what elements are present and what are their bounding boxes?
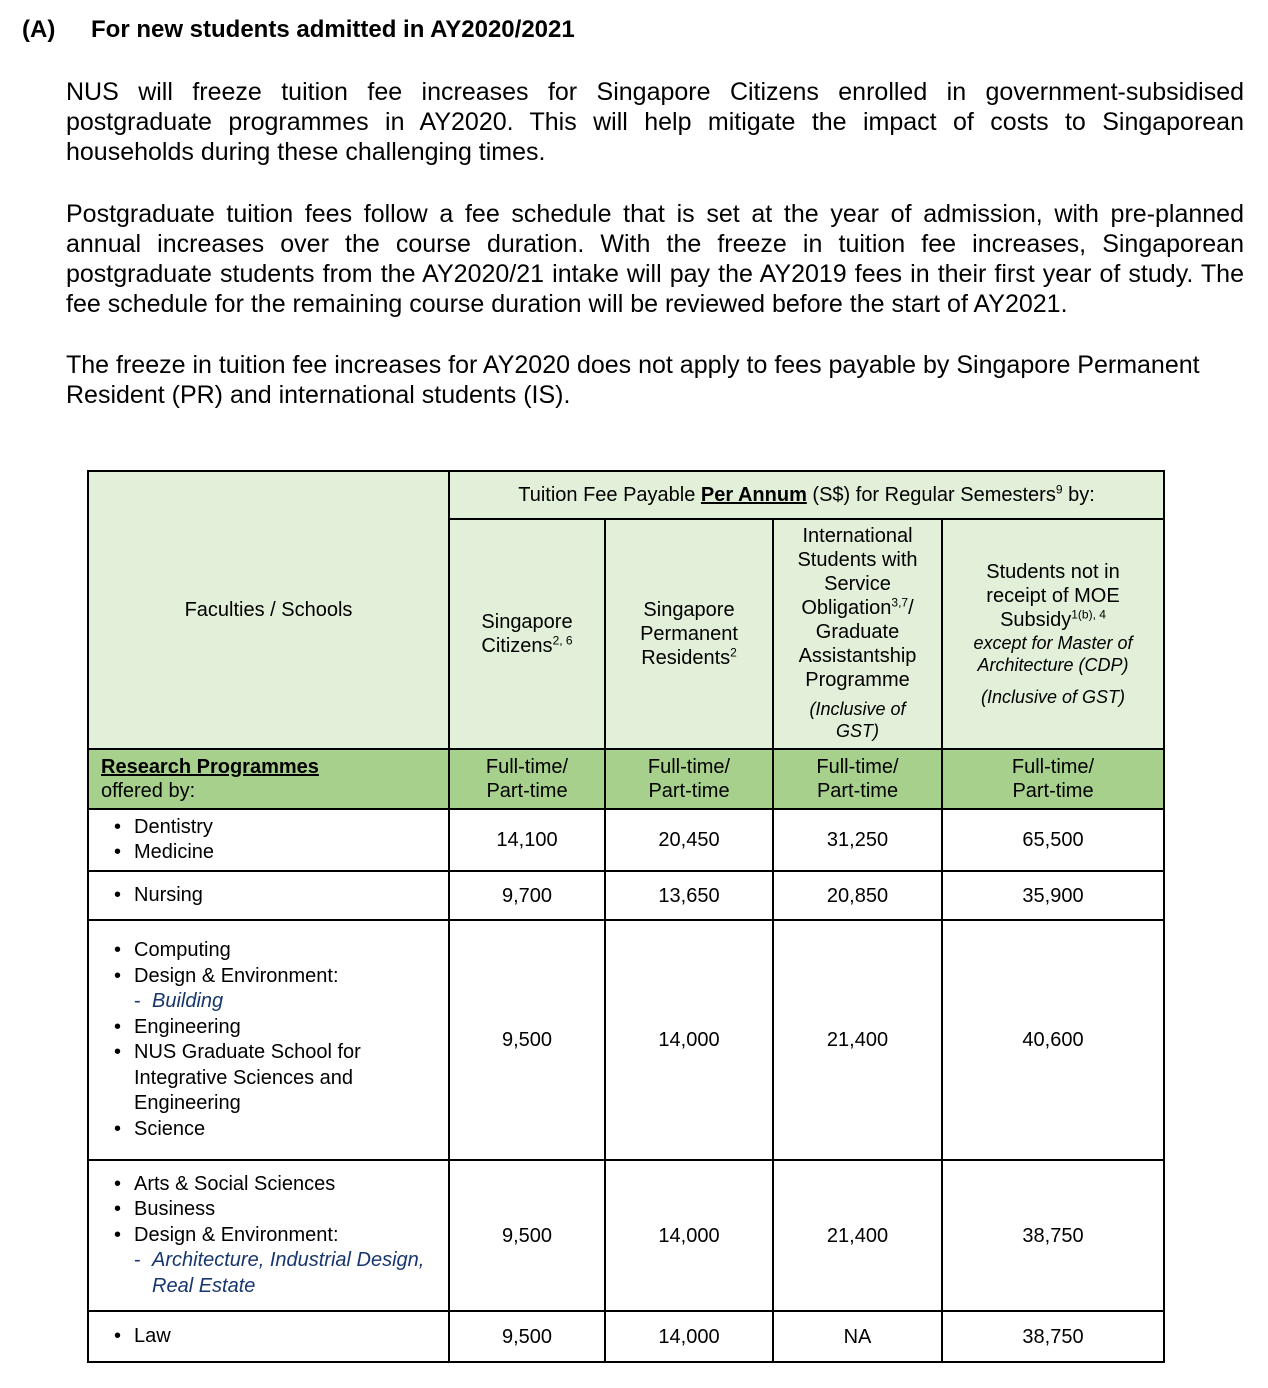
fee-nonmoe: 38,750 (942, 1160, 1164, 1311)
fee-pr: 14,000 (605, 1311, 773, 1362)
table-row (88, 871, 1164, 920)
fee-nonmoe: 40,600 (942, 920, 1164, 1160)
paragraph-exclusion: The freeze in tuition fee increases for AY2020 does not apply to fees payable by Singapore Permanent Resident (PR) and international students (IS). (66, 351, 1200, 409)
list-item: • Dentistry (134, 815, 448, 841)
col-header-nonmoe: Students not in receipt of MOE Subsidy$^{1(b), 4}$ except for Master of Architecture (CDP) (Inclusive of GST) (942, 519, 1164, 749)
fee-pr: 14,000 (605, 920, 773, 1160)
list-item: • Business (134, 1197, 448, 1223)
fee-citizens: 9,500 (449, 1311, 605, 1362)
mode-intl: Full-time/ Part-time (773, 749, 942, 809)
schools-cell (88, 871, 449, 920)
list-item: • Engineering (134, 1015, 448, 1041)
section-heading (22, 16, 575, 44)
mode-nonmoe: Full-time/ Part-time (942, 749, 1164, 809)
fee-citizens: 14,100 (449, 809, 605, 871)
col-header-citizens: Singapore Citizens$^{2, 6}$ (449, 519, 605, 749)
fee-intl: 21,400 (773, 1160, 942, 1311)
table-row (88, 809, 1164, 871)
fee-nonmoe: 65,500 (942, 809, 1164, 871)
section-label: (A) (22, 16, 56, 43)
table-row (88, 920, 1164, 1160)
list-item: • Medicine (134, 840, 448, 866)
mode-pr: Full-time/ Part-time (605, 749, 773, 809)
fee-pr: 20,450 (605, 809, 773, 871)
schools-cell (88, 1311, 449, 1362)
list-item: • Design & Environment: - Building (134, 964, 448, 1015)
fee-citizens: 9,500 (449, 920, 605, 1160)
paragraph-schedule: Postgraduate tuition fees follow a fee schedule that is set at the year of admission, with pre-planned annual increases over the course duration. With the freeze in tuition fee increases, Singaporean postgraduate students from the AY2020/21 intake will pay the AY2019 fees in their first year of study. The fee schedule for the remaining course duration will be reviewed before the start of AY2021. (66, 200, 1244, 318)
faculties-header: Faculties / Schools (88, 471, 449, 749)
section-title: For new students admitted in AY2020/2021 (91, 16, 575, 43)
table-row (88, 1311, 1164, 1362)
list-item: • Science (134, 1117, 448, 1143)
fee-nonmoe: 35,900 (942, 871, 1164, 920)
paragraph-freeze: NUS will freeze tuition fee increases for Singapore Citizens enrolled in government-subsidised postgraduate programmes in AY2020. This will help mitigate the impact of costs to Singaporean households during these challenging times. (66, 78, 1244, 166)
fee-pr: 14,000 (605, 1160, 773, 1311)
table-row (88, 1160, 1164, 1311)
list-item: • NUS Graduate School for Integrative Sciences and Engineering (134, 1040, 448, 1117)
fee-pr: 13,650 (605, 871, 773, 920)
list-item: • Computing (134, 938, 448, 964)
fee-intl: 31,250 (773, 809, 942, 871)
mode-citizens: Full-time/ Part-time (449, 749, 605, 809)
fee-citizens: 9,500 (449, 1160, 605, 1311)
fee-intl: 20,850 (773, 871, 942, 920)
col-header-intl: International Students with Service Obligation$^{3,7}$/ Graduate Assistantship Programme (Inclusive of GST) (773, 519, 942, 749)
schools-cell (88, 920, 449, 1160)
schools-cell (88, 1160, 449, 1311)
schools-cell (88, 809, 449, 871)
col-header-pr: Singapore Permanent Residents$^2$ (605, 519, 773, 749)
list-item: • Arts & Social Sciences (134, 1172, 448, 1198)
fee-header: Tuition Fee Payable Per Annum (S$) for Regular Semesters$^9$ by: (449, 471, 1164, 519)
fee-citizens: 9,700 (449, 871, 605, 920)
list-item: • Law (134, 1324, 448, 1350)
research-programmes-label: Research Programmes offered by: (88, 749, 449, 809)
fee-header-row (88, 471, 1164, 519)
research-band-row (88, 749, 1164, 809)
fee-nonmoe: 38,750 (942, 1311, 1164, 1362)
fee-intl: NA (773, 1311, 942, 1362)
fee-intl: 21,400 (773, 920, 942, 1160)
list-item: • Design & Environment: - Architecture, Industrial Design, Real Estate (134, 1223, 448, 1300)
fee-table (87, 470, 1165, 1363)
list-item: • Nursing (134, 883, 448, 909)
